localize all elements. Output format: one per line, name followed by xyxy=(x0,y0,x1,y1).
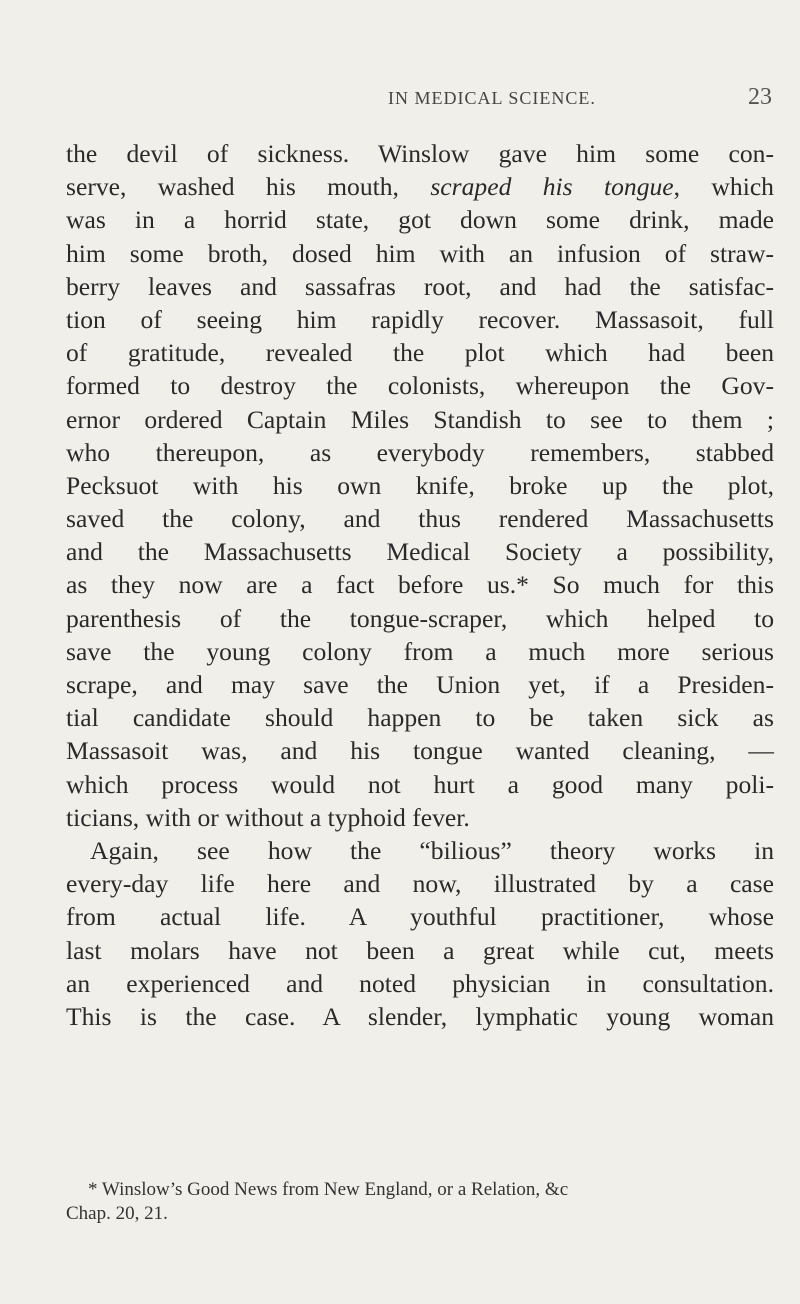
text-segment: , which xyxy=(673,172,774,202)
text-line: Pecksuot with his own knife, broke up the plot, xyxy=(66,470,774,500)
footnote-line: Chap. 20, 21. xyxy=(66,1203,168,1224)
italic-phrase: scraped his tongue xyxy=(430,172,674,202)
running-head xyxy=(0,84,800,118)
text-line: an experienced and noted physician in consultation. xyxy=(66,968,774,998)
text-line: which process would not hurt a good many poli- xyxy=(66,769,774,799)
body-text xyxy=(66,137,774,1033)
text-line: Again, see how the “bilious” theory works in xyxy=(90,835,774,865)
footnote xyxy=(66,1178,774,1226)
text-line: save the young colony from a much more serious xyxy=(66,636,774,666)
text-line: formed to destroy the colonists, whereupon the Gov- xyxy=(66,371,774,401)
text-line: parenthesis of the tongue-scraper, which helped to xyxy=(66,603,774,633)
running-head-title: IN MEDICAL SCIENCE. xyxy=(388,88,596,108)
text-line: him some broth, dosed him with an infusion of straw- xyxy=(66,238,774,268)
text-line: who thereupon, as everybody remembers, stabbed xyxy=(66,437,774,467)
text-line: This is the case. A slender, lymphatic young woman xyxy=(66,1001,774,1031)
text-line: tial candidate should happen to be taken sick as xyxy=(66,703,774,733)
text-line: ticians, with or without a typhoid fever. xyxy=(66,802,470,832)
text-line: was in a horrid state, got down some drink, made xyxy=(66,205,774,235)
text-line: as they now are a fact before us.* So much for this xyxy=(66,570,774,600)
text-line: the devil of sickness. Winslow gave him some con- xyxy=(66,139,774,168)
text-line: saved the colony, and thus rendered Massachusetts xyxy=(66,504,774,534)
text-segment: serve, washed his mouth, xyxy=(66,172,431,202)
text-line: from actual life. A youthful practitioner, whose xyxy=(66,902,774,932)
text-line: every-day life here and now, illustrated by a case xyxy=(66,869,774,899)
text-line: Massasoit was, and his tongue wanted cleaning, — xyxy=(66,736,774,766)
text-line: tion of seeing him rapidly recover. Massasoit, full xyxy=(66,304,774,334)
text-line: ernor ordered Captain Miles Standish to see to them ; xyxy=(66,404,774,434)
footnote-line: * Winslow’s Good News from New England, or a Relation, &c xyxy=(88,1179,569,1200)
text-line: berry leaves and sassafras root, and had the satisfac- xyxy=(66,271,774,301)
text-line: last molars have not been a great while cut, meets xyxy=(66,935,774,965)
text-line: scrape, and may save the Union yet, if a Presiden- xyxy=(66,670,774,699)
page-number: 23 xyxy=(748,84,772,110)
text-line: and the Massachusetts Medical Society a possibility, xyxy=(66,537,774,567)
text-line: of gratitude, revealed the plot which had been xyxy=(66,338,774,368)
text-line xyxy=(66,170,774,203)
